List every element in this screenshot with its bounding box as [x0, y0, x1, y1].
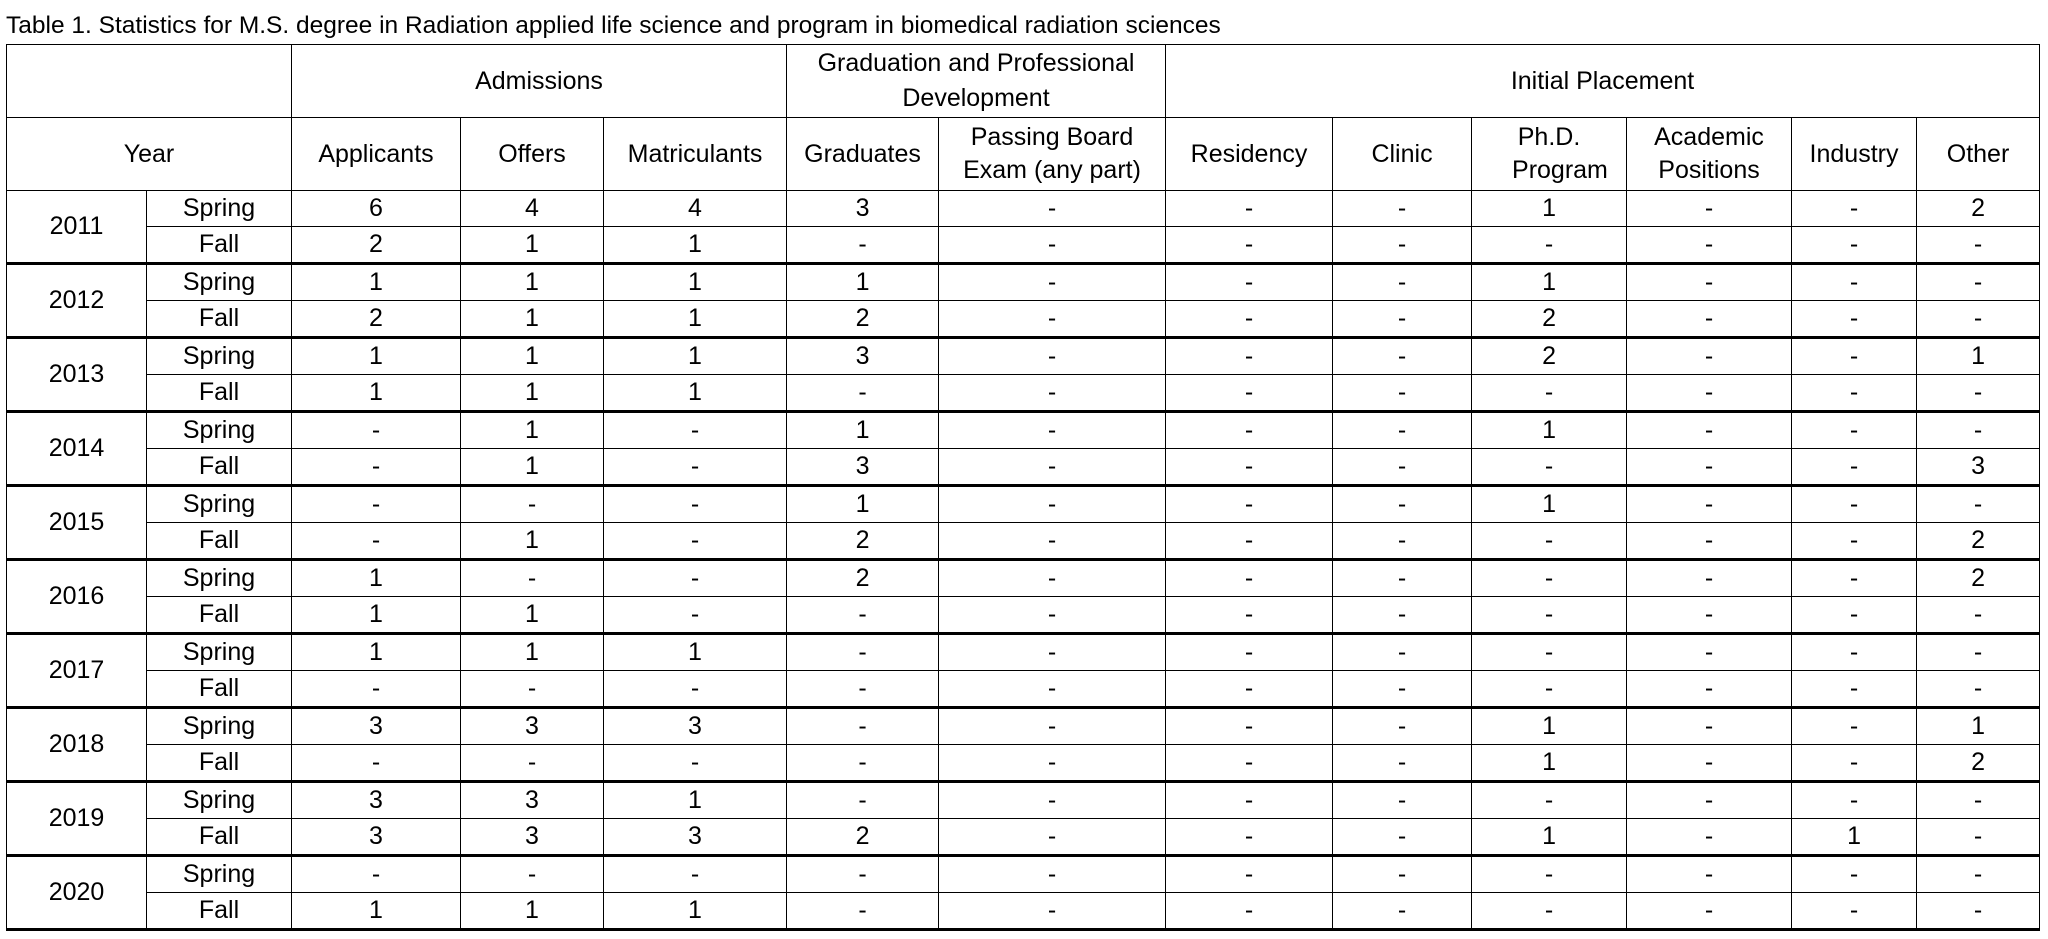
other-cell: -: [1917, 893, 2040, 930]
matriculants-cell: 1: [604, 264, 787, 301]
phd-program-cell: -: [1472, 856, 1627, 893]
industry-cell: -: [1792, 412, 1917, 449]
term-cell: Spring: [147, 486, 292, 523]
term-cell: Spring: [147, 412, 292, 449]
board-exam-cell: -: [939, 671, 1166, 708]
residency-cell: -: [1166, 597, 1333, 634]
term-cell: Spring: [147, 191, 292, 227]
industry-cell: -: [1792, 708, 1917, 745]
industry-cell: -: [1792, 486, 1917, 523]
clinic-cell: -: [1333, 634, 1472, 671]
phd-program-cell: -: [1472, 375, 1627, 412]
applicants-cell: -: [292, 449, 461, 486]
phd-program-cell: 1: [1472, 708, 1627, 745]
clinic-cell: -: [1333, 227, 1472, 264]
graduates-cell: 2: [787, 523, 939, 560]
board-exam-cell: -: [939, 264, 1166, 301]
academic-positions-cell: -: [1627, 264, 1792, 301]
table-row: [7, 893, 2040, 930]
offers-cell: 1: [461, 227, 604, 264]
matriculants-cell: 1: [604, 227, 787, 264]
board-exam-cell: -: [939, 560, 1166, 597]
year-cell: 2017: [7, 634, 147, 708]
term-cell: Spring: [147, 708, 292, 745]
board-exam-cell: -: [939, 191, 1166, 227]
industry-cell: -: [1792, 191, 1917, 227]
col-year: Year: [7, 118, 292, 191]
academic-positions-cell: -: [1627, 782, 1792, 819]
applicants-cell: 3: [292, 708, 461, 745]
offers-cell: 1: [461, 893, 604, 930]
applicants-cell: 1: [292, 560, 461, 597]
phd-program-cell: 1: [1472, 264, 1627, 301]
phd-program-cell: 1: [1472, 486, 1627, 523]
term-cell: Spring: [147, 782, 292, 819]
applicants-cell: -: [292, 486, 461, 523]
academic-positions-cell: -: [1627, 449, 1792, 486]
matriculants-cell: 1: [604, 375, 787, 412]
phd-program-cell: 2: [1472, 301, 1627, 338]
residency-cell: -: [1166, 227, 1333, 264]
offers-cell: 1: [461, 301, 604, 338]
industry-cell: -: [1792, 338, 1917, 375]
board-exam-cell: -: [939, 375, 1166, 412]
term-cell: Fall: [147, 745, 292, 782]
clinic-cell: -: [1333, 597, 1472, 634]
board-exam-cell: -: [939, 597, 1166, 634]
phd-program-cell: 1: [1472, 191, 1627, 227]
other-cell: -: [1917, 634, 2040, 671]
term-cell: Spring: [147, 856, 292, 893]
table-row: [7, 227, 2040, 264]
other-cell: -: [1917, 486, 2040, 523]
academic-positions-cell: -: [1627, 338, 1792, 375]
industry-cell: -: [1792, 745, 1917, 782]
board-exam-cell: -: [939, 449, 1166, 486]
residency-cell: -: [1166, 560, 1333, 597]
offers-cell: -: [461, 560, 604, 597]
phd-program-cell: -: [1472, 560, 1627, 597]
offers-cell: 1: [461, 338, 604, 375]
clinic-cell: -: [1333, 782, 1472, 819]
table-row: [7, 338, 2040, 375]
applicants-cell: 1: [292, 375, 461, 412]
graduates-cell: 1: [787, 264, 939, 301]
industry-cell: -: [1792, 856, 1917, 893]
table-row: [7, 819, 2040, 856]
industry-cell: -: [1792, 227, 1917, 264]
col-offers: Offers: [461, 118, 604, 191]
academic-positions-cell: -: [1627, 486, 1792, 523]
graduates-cell: -: [787, 893, 939, 930]
col-academic-positions: Academic Positions: [1627, 118, 1792, 191]
clinic-cell: -: [1333, 671, 1472, 708]
graduates-cell: -: [787, 597, 939, 634]
term-cell: Fall: [147, 597, 292, 634]
col-residency: Residency: [1166, 118, 1333, 191]
clinic-cell: -: [1333, 560, 1472, 597]
residency-cell: -: [1166, 191, 1333, 227]
matriculants-cell: 1: [604, 634, 787, 671]
board-exam-cell: -: [939, 782, 1166, 819]
residency-cell: -: [1166, 449, 1333, 486]
table-row: [7, 264, 2040, 301]
board-exam-cell: -: [939, 893, 1166, 930]
applicants-cell: 1: [292, 338, 461, 375]
phd-program-cell: 1: [1472, 745, 1627, 782]
academic-positions-cell: -: [1627, 671, 1792, 708]
academic-positions-cell: -: [1627, 893, 1792, 930]
term-cell: Spring: [147, 264, 292, 301]
academic-positions-cell: -: [1627, 597, 1792, 634]
matriculants-cell: 1: [604, 301, 787, 338]
applicants-cell: -: [292, 745, 461, 782]
residency-cell: -: [1166, 486, 1333, 523]
board-exam-cell: -: [939, 634, 1166, 671]
applicants-cell: -: [292, 671, 461, 708]
academic-positions-cell: -: [1627, 375, 1792, 412]
applicants-cell: 1: [292, 634, 461, 671]
academic-positions-cell: -: [1627, 819, 1792, 856]
col-graduates: Graduates: [787, 118, 939, 191]
phd-program-cell: -: [1472, 523, 1627, 560]
clinic-cell: -: [1333, 523, 1472, 560]
residency-cell: -: [1166, 375, 1333, 412]
col-board-exam: Passing Board Exam (any part): [939, 118, 1166, 191]
group-admissions: Admissions: [292, 45, 787, 118]
phd-program-cell: 1: [1472, 412, 1627, 449]
graduates-cell: -: [787, 856, 939, 893]
clinic-cell: -: [1333, 375, 1472, 412]
offers-cell: 1: [461, 597, 604, 634]
industry-cell: -: [1792, 560, 1917, 597]
year-cell: 2016: [7, 560, 147, 634]
term-cell: Fall: [147, 301, 292, 338]
board-exam-cell: -: [939, 338, 1166, 375]
residency-cell: -: [1166, 708, 1333, 745]
offers-cell: -: [461, 856, 604, 893]
industry-cell: -: [1792, 893, 1917, 930]
offers-cell: -: [461, 745, 604, 782]
matriculants-cell: -: [604, 449, 787, 486]
residency-cell: -: [1166, 412, 1333, 449]
board-exam-cell: -: [939, 523, 1166, 560]
other-cell: -: [1917, 597, 2040, 634]
phd-program-cell: -: [1472, 227, 1627, 264]
col-matriculants: Matriculants: [604, 118, 787, 191]
matriculants-cell: 4: [604, 191, 787, 227]
clinic-cell: -: [1333, 745, 1472, 782]
other-cell: -: [1917, 301, 2040, 338]
clinic-cell: -: [1333, 301, 1472, 338]
residency-cell: -: [1166, 782, 1333, 819]
offers-cell: 1: [461, 634, 604, 671]
matriculants-cell: 3: [604, 708, 787, 745]
table-row: [7, 191, 2040, 227]
academic-positions-cell: -: [1627, 634, 1792, 671]
matriculants-cell: -: [604, 597, 787, 634]
matriculants-cell: 1: [604, 893, 787, 930]
group-initial-placement: Initial Placement: [1166, 45, 2040, 118]
clinic-cell: -: [1333, 264, 1472, 301]
table-row: [7, 671, 2040, 708]
graduates-cell: 3: [787, 191, 939, 227]
graduates-cell: -: [787, 634, 939, 671]
term-cell: Fall: [147, 819, 292, 856]
table-caption: Table 1. Statistics for M.S. degree in Radiation applied life science and program in biomedical radiation sciences: [6, 12, 1221, 39]
clinic-cell: -: [1333, 819, 1472, 856]
col-phd-program: Ph.D. Program: [1472, 118, 1627, 191]
clinic-cell: -: [1333, 486, 1472, 523]
applicants-cell: 2: [292, 227, 461, 264]
other-cell: 2: [1917, 745, 2040, 782]
board-exam-cell: -: [939, 856, 1166, 893]
matriculants-cell: 1: [604, 338, 787, 375]
other-cell: 3: [1917, 449, 2040, 486]
graduates-cell: -: [787, 708, 939, 745]
graduates-cell: 3: [787, 338, 939, 375]
other-cell: 1: [1917, 708, 2040, 745]
academic-positions-cell: -: [1627, 708, 1792, 745]
col-applicants: Applicants: [292, 118, 461, 191]
board-exam-cell: -: [939, 412, 1166, 449]
graduates-cell: -: [787, 227, 939, 264]
table-row: [7, 597, 2040, 634]
offers-cell: 3: [461, 708, 604, 745]
academic-positions-cell: -: [1627, 856, 1792, 893]
residency-cell: -: [1166, 634, 1333, 671]
term-cell: Fall: [147, 523, 292, 560]
academic-positions-cell: -: [1627, 412, 1792, 449]
table-row: [7, 745, 2040, 782]
table-row: [7, 782, 2040, 819]
year-cell: 2020: [7, 856, 147, 930]
offers-cell: 3: [461, 782, 604, 819]
year-cell: 2011: [7, 191, 147, 264]
clinic-cell: -: [1333, 708, 1472, 745]
applicants-cell: 2: [292, 301, 461, 338]
matriculants-cell: 1: [604, 782, 787, 819]
applicants-cell: -: [292, 856, 461, 893]
clinic-cell: -: [1333, 191, 1472, 227]
graduates-cell: -: [787, 745, 939, 782]
other-cell: 2: [1917, 523, 2040, 560]
academic-positions-cell: -: [1627, 523, 1792, 560]
phd-program-cell: -: [1472, 893, 1627, 930]
matriculants-cell: 3: [604, 819, 787, 856]
applicants-cell: 3: [292, 782, 461, 819]
table-row: [7, 708, 2040, 745]
residency-cell: -: [1166, 264, 1333, 301]
applicants-cell: -: [292, 412, 461, 449]
phd-program-cell: -: [1472, 449, 1627, 486]
term-cell: Fall: [147, 671, 292, 708]
table-body: [7, 191, 2040, 930]
graduates-cell: -: [787, 375, 939, 412]
matriculants-cell: -: [604, 523, 787, 560]
table-row: [7, 301, 2040, 338]
phd-program-cell: -: [1472, 597, 1627, 634]
term-cell: Spring: [147, 560, 292, 597]
academic-positions-cell: -: [1627, 745, 1792, 782]
residency-cell: -: [1166, 856, 1333, 893]
phd-program-cell: 1: [1472, 819, 1627, 856]
col-clinic: Clinic: [1333, 118, 1472, 191]
matriculants-cell: -: [604, 412, 787, 449]
applicants-cell: 1: [292, 264, 461, 301]
table-row: [7, 412, 2040, 449]
term-cell: Spring: [147, 634, 292, 671]
other-cell: -: [1917, 819, 2040, 856]
applicants-cell: 1: [292, 893, 461, 930]
academic-positions-cell: -: [1627, 301, 1792, 338]
clinic-cell: -: [1333, 412, 1472, 449]
year-cell: 2015: [7, 486, 147, 560]
industry-cell: -: [1792, 671, 1917, 708]
other-cell: 2: [1917, 191, 2040, 227]
matriculants-cell: -: [604, 486, 787, 523]
clinic-cell: -: [1333, 856, 1472, 893]
table-row: [7, 560, 2040, 597]
statistics-table: [6, 44, 2040, 931]
column-header-row: [7, 118, 2040, 191]
residency-cell: -: [1166, 301, 1333, 338]
matriculants-cell: -: [604, 856, 787, 893]
board-exam-cell: -: [939, 227, 1166, 264]
phd-program-cell: -: [1472, 634, 1627, 671]
table-row: [7, 375, 2040, 412]
graduates-cell: 1: [787, 412, 939, 449]
other-cell: -: [1917, 227, 2040, 264]
clinic-cell: -: [1333, 893, 1472, 930]
matriculants-cell: -: [604, 671, 787, 708]
graduates-cell: 2: [787, 301, 939, 338]
graduates-cell: 2: [787, 819, 939, 856]
offers-cell: 1: [461, 523, 604, 560]
board-exam-cell: -: [939, 301, 1166, 338]
industry-cell: -: [1792, 782, 1917, 819]
academic-positions-cell: -: [1627, 560, 1792, 597]
industry-cell: 1: [1792, 819, 1917, 856]
industry-cell: -: [1792, 264, 1917, 301]
graduates-cell: 1: [787, 486, 939, 523]
other-cell: 1: [1917, 338, 2040, 375]
applicants-cell: 1: [292, 597, 461, 634]
table-row: [7, 486, 2040, 523]
applicants-cell: 3: [292, 819, 461, 856]
applicants-cell: 6: [292, 191, 461, 227]
industry-cell: -: [1792, 449, 1917, 486]
industry-cell: -: [1792, 301, 1917, 338]
offers-cell: 1: [461, 412, 604, 449]
col-other: Other: [1917, 118, 2040, 191]
other-cell: -: [1917, 375, 2040, 412]
other-cell: -: [1917, 671, 2040, 708]
industry-cell: -: [1792, 597, 1917, 634]
phd-program-cell: -: [1472, 782, 1627, 819]
offers-cell: 4: [461, 191, 604, 227]
offers-cell: 1: [461, 449, 604, 486]
industry-cell: -: [1792, 523, 1917, 560]
matriculants-cell: -: [604, 560, 787, 597]
other-cell: -: [1917, 782, 2040, 819]
term-cell: Fall: [147, 449, 292, 486]
year-cell: 2014: [7, 412, 147, 486]
table-row: [7, 523, 2040, 560]
graduates-cell: 2: [787, 560, 939, 597]
board-exam-cell: -: [939, 708, 1166, 745]
industry-cell: -: [1792, 375, 1917, 412]
offers-cell: -: [461, 671, 604, 708]
table-row: [7, 634, 2040, 671]
matriculants-cell: -: [604, 745, 787, 782]
other-cell: -: [1917, 412, 2040, 449]
clinic-cell: -: [1333, 338, 1472, 375]
year-cell: 2013: [7, 338, 147, 412]
other-cell: -: [1917, 264, 2040, 301]
term-cell: Fall: [147, 227, 292, 264]
residency-cell: -: [1166, 893, 1333, 930]
offers-cell: -: [461, 486, 604, 523]
group-header-row: [7, 45, 2040, 118]
academic-positions-cell: -: [1627, 227, 1792, 264]
table-row: [7, 449, 2040, 486]
board-exam-cell: -: [939, 819, 1166, 856]
term-cell: Fall: [147, 375, 292, 412]
board-exam-cell: -: [939, 745, 1166, 782]
graduates-cell: -: [787, 782, 939, 819]
col-industry: Industry: [1792, 118, 1917, 191]
term-cell: Fall: [147, 893, 292, 930]
year-cell: 2019: [7, 782, 147, 856]
residency-cell: -: [1166, 745, 1333, 782]
year-cell: 2018: [7, 708, 147, 782]
other-cell: 2: [1917, 560, 2040, 597]
clinic-cell: -: [1333, 449, 1472, 486]
academic-positions-cell: -: [1627, 191, 1792, 227]
residency-cell: -: [1166, 338, 1333, 375]
term-cell: Spring: [147, 338, 292, 375]
graduates-cell: -: [787, 671, 939, 708]
empty-corner-cell: [7, 45, 292, 118]
table-row: [7, 856, 2040, 893]
phd-program-cell: 2: [1472, 338, 1627, 375]
group-graduation: Graduation and Professional Development: [787, 45, 1166, 118]
offers-cell: 3: [461, 819, 604, 856]
phd-program-cell: -: [1472, 671, 1627, 708]
residency-cell: -: [1166, 671, 1333, 708]
industry-cell: -: [1792, 634, 1917, 671]
other-cell: -: [1917, 856, 2040, 893]
applicants-cell: -: [292, 523, 461, 560]
board-exam-cell: -: [939, 486, 1166, 523]
offers-cell: 1: [461, 375, 604, 412]
offers-cell: 1: [461, 264, 604, 301]
residency-cell: -: [1166, 523, 1333, 560]
residency-cell: -: [1166, 819, 1333, 856]
graduates-cell: 3: [787, 449, 939, 486]
year-cell: 2012: [7, 264, 147, 338]
